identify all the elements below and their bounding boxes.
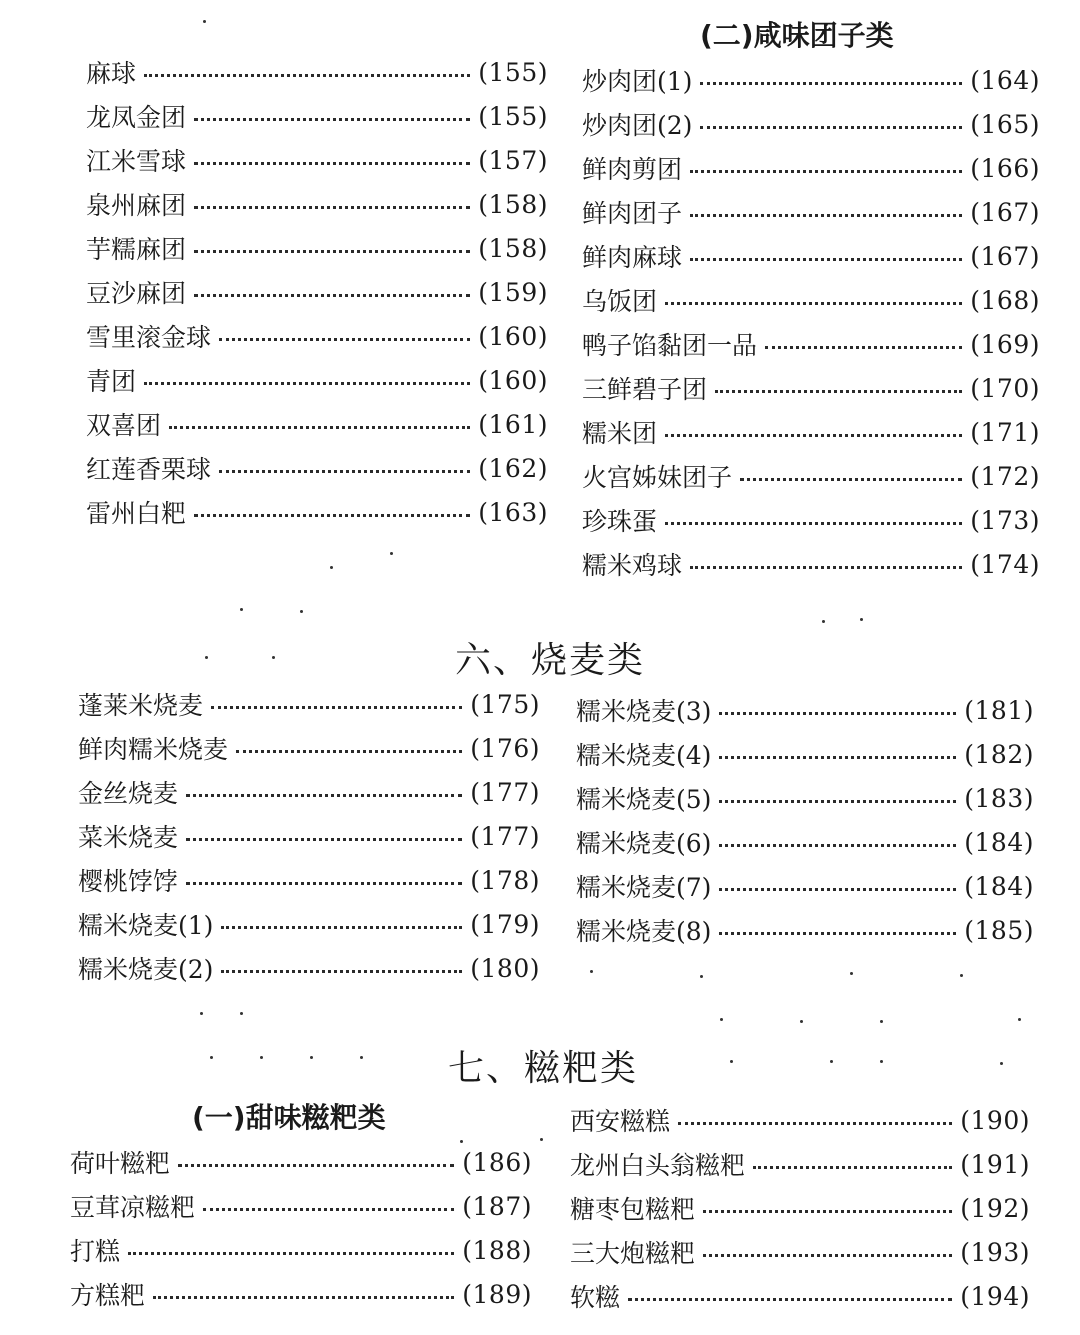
toc-column-block3-left [70,1140,532,1316]
toc-entry-page-number: (162) [478,453,548,483]
toc-entry-page-number: (173) [970,505,1040,535]
toc-entry-page-number: (169) [970,329,1040,359]
toc-entry-title: 糯米烧麦(1) [78,911,214,940]
toc-entry-title: 龙州白头翁糍粑 [570,1151,746,1180]
dot-leader [719,756,956,759]
scan-speck [800,1020,803,1023]
toc-entry [576,864,1034,908]
dot-leader [186,838,462,841]
scan-speck [700,975,703,978]
toc-entry [86,50,548,94]
toc-entry [78,858,540,902]
dot-leader [144,74,470,77]
dot-leader [690,170,962,173]
toc-entry-title: 豆沙麻团 [86,279,187,308]
toc-entry [78,682,540,726]
scan-speck [822,620,825,623]
scan-speck [390,552,393,555]
toc-entry-page-number: (187) [462,1191,532,1221]
scan-speck [720,1018,723,1021]
dot-leader [221,926,462,929]
toc-entry-title: 红莲香栗球 [86,455,212,484]
toc-entry-page-number: (157) [478,145,548,175]
toc-entry-page-number: (167) [970,241,1040,271]
section-heading-ciba: 七、糍粑类 [448,1048,639,1089]
toc-entry-page-number: (189) [462,1279,532,1309]
toc-column-block3-right [570,1098,1030,1318]
toc-entry [70,1140,532,1184]
dot-leader [703,1254,952,1257]
toc-entry [86,182,548,226]
dot-leader [715,390,962,393]
toc-entry [582,234,1040,278]
toc-entry [582,58,1040,102]
dot-leader [665,522,962,525]
toc-entry-title: 金丝烧麦 [78,779,179,808]
toc-entry [576,732,1034,776]
scan-speck [200,1012,203,1015]
toc-entry [86,446,548,490]
dot-leader [719,844,956,847]
toc-entry [582,322,1040,366]
scan-speck [860,618,863,621]
toc-entry-title: 鲜肉剪团 [582,155,683,184]
toc-entry-page-number: (164) [970,65,1040,95]
dot-leader [690,566,962,569]
toc-entry-title: 江米雪球 [86,147,187,176]
toc-entry-page-number: (194) [960,1281,1030,1311]
toc-entry-title: 豆茸凉糍粑 [70,1193,196,1222]
scan-speck [1000,1062,1003,1065]
toc-entry [70,1184,532,1228]
toc-entry [86,226,548,270]
toc-entry-title: 樱桃饽饽 [78,867,179,896]
dot-leader [178,1164,454,1167]
toc-entry-page-number: (160) [478,321,548,351]
dot-leader [194,118,470,121]
dot-leader [665,434,962,437]
dot-leader [128,1252,454,1255]
toc-entry-title: 糯米鸡球 [582,551,683,580]
scan-speck [210,1056,213,1059]
toc-entry-title: 鲜肉麻球 [582,243,683,272]
toc-entry [70,1228,532,1272]
dot-leader [236,750,462,753]
toc-entry-title: 麻球 [86,59,137,88]
section-heading-shaomai: 六、烧麦类 [455,640,646,681]
toc-entry [576,688,1034,732]
toc-entry-page-number: (180) [470,953,540,983]
scan-speck [730,1060,733,1063]
toc-entry-page-number: (184) [964,871,1034,901]
dot-leader [169,426,470,429]
toc-entry-page-number: (185) [964,915,1034,945]
toc-entry-title: 龙凤金团 [86,103,187,132]
toc-entry [582,146,1040,190]
toc-entry-page-number: (175) [470,689,540,719]
toc-entry [576,820,1034,864]
toc-entry [86,270,548,314]
toc-entry-page-number: (177) [470,777,540,807]
toc-entry [70,1272,532,1316]
toc-entry [570,1098,1030,1142]
toc-entry-page-number: (193) [960,1237,1030,1267]
toc-entry-page-number: (184) [964,827,1034,857]
toc-entry-page-number: (168) [970,285,1040,315]
toc-entry [86,490,548,534]
scan-speck [272,656,275,659]
dot-leader [719,712,956,715]
toc-entry-title: 炒肉团(1) [582,67,693,96]
toc-entry-page-number: (171) [970,417,1040,447]
scan-speck [540,1138,543,1141]
toc-entry-title: 青团 [86,367,137,396]
toc-entry [576,776,1034,820]
toc-entry [576,908,1034,952]
toc-entry-title: 糯米烧麦(8) [576,917,712,946]
dot-leader [753,1166,952,1169]
toc-entry-page-number: (191) [960,1149,1030,1179]
dot-leader [719,800,956,803]
toc-entry-title: 鲜肉团子 [582,199,683,228]
scan-speck [460,1140,463,1143]
dot-leader [194,250,470,253]
toc-entry-title: 泉州麻团 [86,191,187,220]
toc-entry-title: 软糍 [570,1283,621,1312]
toc-entry [582,366,1040,410]
toc-entry [78,814,540,858]
toc-entry-page-number: (166) [970,153,1040,183]
toc-entry-title: 双喜团 [86,411,162,440]
scan-speck [880,1020,883,1023]
toc-entry-title: 三大炮糍粑 [570,1239,696,1268]
toc-entry-title: 糯米烧麦(6) [576,829,712,858]
toc-entry-title: 糯米烧麦(5) [576,785,712,814]
toc-entry-title: 芋糯麻团 [86,235,187,264]
scan-speck [300,610,303,613]
toc-entry-page-number: (186) [462,1147,532,1177]
scan-speck [260,1056,263,1059]
toc-entry-title: 糯米烧麦(3) [576,697,712,726]
scan-speck [960,974,963,977]
dot-leader [144,382,470,385]
toc-entry-title: 珍珠蛋 [582,507,658,536]
toc-entry-title: 打糕 [70,1237,121,1266]
toc-column-block1-right [582,58,1040,586]
dot-leader [703,1210,952,1213]
toc-entry [78,946,540,990]
dot-leader [194,206,470,209]
toc-entry-title: 火宫姊妹团子 [582,463,733,492]
toc-entry-page-number: (158) [478,233,548,263]
scan-speck [1018,1018,1021,1021]
scan-speck [240,1012,243,1015]
toc-entry-page-number: (174) [970,549,1040,579]
toc-entry-title: 方糕粑 [70,1281,146,1310]
toc-entry-title: 蓬莱米烧麦 [78,691,204,720]
toc-entry-page-number: (159) [478,277,548,307]
scan-speck [203,20,206,23]
dot-leader [194,294,470,297]
toc-entry-title: 糯米烧麦(2) [78,955,214,984]
toc-entry-title: 糯米团 [582,419,658,448]
toc-entry-page-number: (155) [478,101,548,131]
toc-entry-page-number: (182) [964,739,1034,769]
toc-entry-page-number: (167) [970,197,1040,227]
toc-column-block2-left [78,682,540,990]
toc-entry-page-number: (178) [470,865,540,895]
dot-leader [678,1122,952,1125]
dot-leader [719,932,956,935]
toc-entry [78,726,540,770]
toc-entry-title: 菜米烧麦 [78,823,179,852]
dot-leader [194,162,470,165]
dot-leader [194,514,470,517]
toc-entry-page-number: (177) [470,821,540,851]
dot-leader [719,888,956,891]
toc-entry [570,1274,1030,1318]
toc-entry [582,454,1040,498]
toc-entry-title: 鸭子馅黏团一品 [582,331,758,360]
toc-entry [582,542,1040,586]
toc-entry-title: 荷叶糍粑 [70,1149,171,1178]
toc-entry [86,138,548,182]
toc-entry-title: 糯米烧麦(4) [576,741,712,770]
toc-entry-page-number: (161) [478,409,548,439]
toc-entry-title: 鲜肉糯米烧麦 [78,735,229,764]
toc-entry-page-number: (155) [478,57,548,87]
toc-column-block2-right [576,688,1034,952]
scan-speck [880,1060,883,1063]
dot-leader [186,882,462,885]
dot-leader [690,258,962,261]
toc-entry [86,94,548,138]
toc-entry [570,1142,1030,1186]
scan-speck [205,656,208,659]
toc-entry-page-number: (163) [478,497,548,527]
scan-speck [360,1056,363,1059]
dot-leader [211,706,462,709]
toc-entry [86,314,548,358]
toc-entry-title: 雷州白粑 [86,499,187,528]
toc-entry-page-number: (190) [960,1105,1030,1135]
scan-speck [850,972,853,975]
toc-entry [570,1230,1030,1274]
toc-entry-title: 糖枣包糍粑 [570,1195,696,1224]
toc-entry-page-number: (188) [462,1235,532,1265]
toc-entry [582,498,1040,542]
dot-leader [765,346,962,349]
toc-entry-title: 乌饭团 [582,287,658,316]
subheading-savory-dumplings: (二)咸味团子类 [700,19,894,52]
dot-leader [628,1298,952,1301]
dot-leader [700,82,962,85]
subheading-sweet-ciba: (一)甜味糍粑类 [192,1101,386,1134]
toc-entry-page-number: (183) [964,783,1034,813]
toc-entry [570,1186,1030,1230]
toc-entry-page-number: (176) [470,733,540,763]
scan-speck [240,608,243,611]
dot-leader [203,1208,454,1211]
dot-leader [690,214,962,217]
toc-entry [78,770,540,814]
scan-speck [590,970,593,973]
toc-entry-page-number: (192) [960,1193,1030,1223]
dot-leader [219,470,470,473]
toc-column-block1-left [86,50,548,534]
scan-speck [330,566,333,569]
toc-entry-page-number: (158) [478,189,548,219]
scan-speck [310,1056,313,1059]
toc-entry [86,358,548,402]
toc-entry [582,190,1040,234]
toc-entry-title: 炒肉团(2) [582,111,693,140]
scan-speck [830,1060,833,1063]
dot-leader [221,970,462,973]
toc-entry-page-number: (170) [970,373,1040,403]
toc-entry [86,402,548,446]
toc-entry-page-number: (181) [964,695,1034,725]
toc-entry-title: 三鲜碧子团 [582,375,708,404]
toc-entry [582,278,1040,322]
toc-entry-page-number: (160) [478,365,548,395]
toc-entry-title: 糯米烧麦(7) [576,873,712,902]
dot-leader [665,302,962,305]
toc-entry-page-number: (179) [470,909,540,939]
dot-leader [219,338,470,341]
toc-entry [582,102,1040,146]
dot-leader [153,1296,454,1299]
toc-entry [78,902,540,946]
dot-leader [700,126,962,129]
toc-entry-page-number: (172) [970,461,1040,491]
toc-entry [582,410,1040,454]
toc-entry-page-number: (165) [970,109,1040,139]
dot-leader [740,478,962,481]
toc-entry-title: 西安糍糕 [570,1107,671,1136]
dot-leader [186,794,462,797]
toc-entry-title: 雪里滚金球 [86,323,212,352]
